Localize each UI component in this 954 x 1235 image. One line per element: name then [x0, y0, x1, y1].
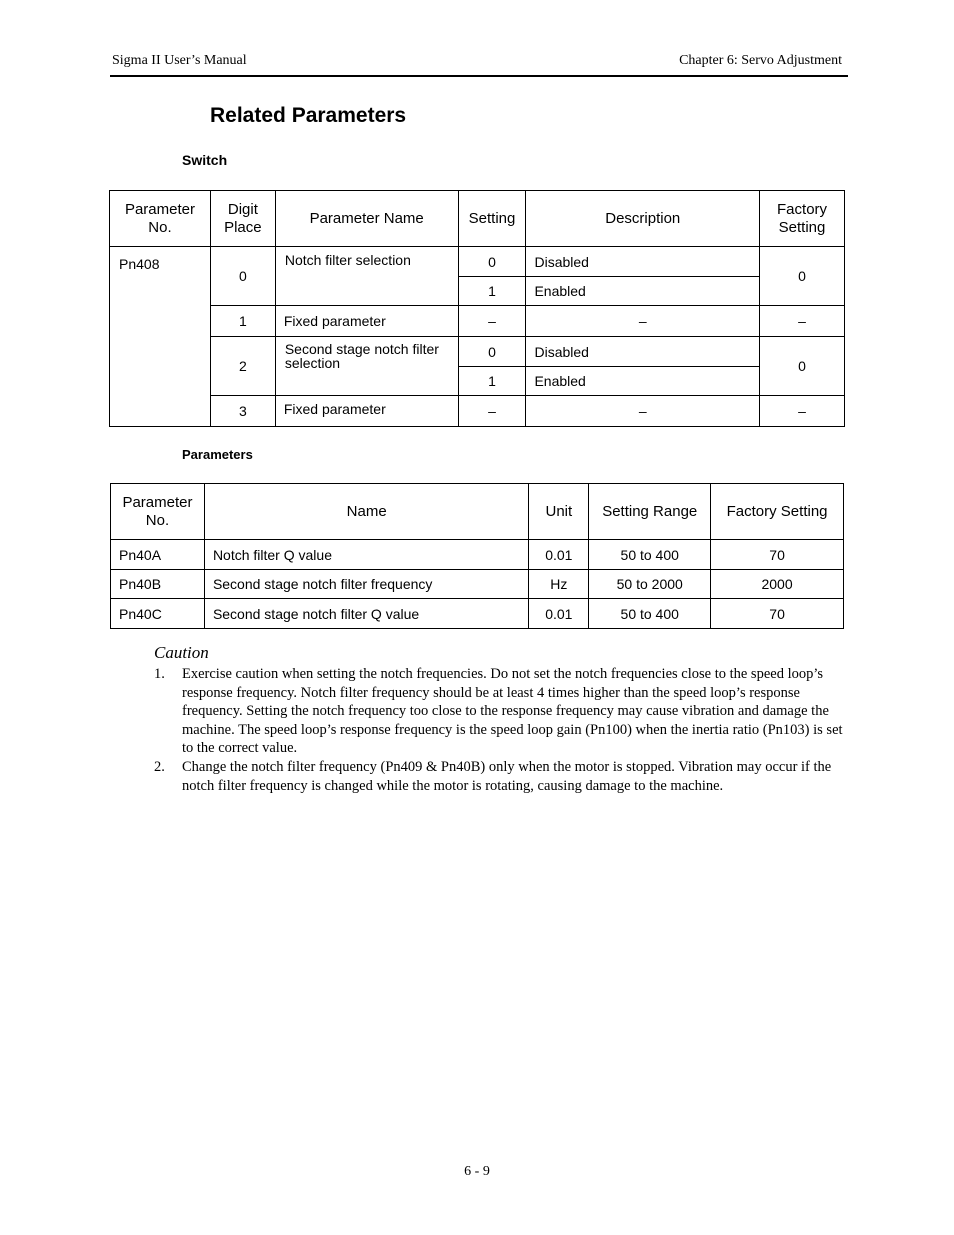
- unit-cell: Hz: [529, 570, 589, 599]
- list-item: [154, 758, 844, 795]
- digit-place-cell: 3: [210, 396, 275, 427]
- caution-list: [154, 665, 844, 795]
- table-row: [110, 337, 845, 367]
- list-item-number: 1.: [154, 666, 165, 682]
- parameter-name-cell: Notch filter selection: [275, 247, 458, 306]
- parameters-heading: Parameters: [182, 447, 253, 462]
- unit-cell: 0.01: [529, 540, 589, 570]
- factory-setting-cell: 0: [760, 247, 845, 306]
- list-item-text: Change the notch filter frequency (Pn409 & Pn40B) only when the motor is stopped. Vibration may occur if the notch filter frequency is changed while the motor is rotating, causing damage to the machine.: [182, 758, 832, 794]
- digit-place-cell: 1: [210, 306, 275, 337]
- setting-cell: 1: [458, 277, 526, 306]
- param-number-cell: Pn40A: [111, 540, 205, 570]
- parameters-table-header-row: [111, 484, 844, 540]
- col-header-description: Description: [526, 191, 760, 247]
- list-item: [154, 665, 844, 758]
- setting-cell: 1: [458, 367, 526, 396]
- description-cell: Enabled: [526, 277, 760, 306]
- description-cell: Enabled: [526, 367, 760, 396]
- switch-heading: Switch: [182, 152, 228, 168]
- description-cell: –: [526, 306, 760, 337]
- col-header-unit: Unit: [529, 484, 589, 540]
- param-name-cell: Notch filter Q value: [204, 540, 528, 570]
- table-row: [110, 396, 845, 427]
- page-number: 6 - 9: [464, 1164, 490, 1179]
- switch-table: [109, 190, 845, 427]
- description-cell: Disabled: [526, 337, 760, 367]
- setting-range-cell: 50 to 400: [589, 599, 711, 629]
- factory-setting-cell: 2000: [711, 570, 844, 599]
- col-header-parameter-no: Parameter No.: [111, 484, 205, 540]
- factory-setting-cell: –: [760, 396, 845, 427]
- table-row: [111, 540, 844, 570]
- setting-cell: 0: [458, 337, 526, 367]
- col-header-name: Name: [204, 484, 528, 540]
- table-row: [110, 306, 845, 337]
- setting-cell: –: [458, 396, 526, 427]
- col-header-parameter-name: Parameter Name: [275, 191, 458, 247]
- table-row: [110, 247, 845, 277]
- factory-setting-cell: 70: [711, 540, 844, 570]
- list-item-number: 2.: [154, 758, 165, 775]
- caution-title: Caution: [154, 643, 209, 662]
- header-manual-title: Sigma II User’s Manual: [112, 53, 247, 68]
- col-header-factory-setting: Factory Setting: [760, 191, 845, 247]
- col-header-parameter-no: Parameter No.: [110, 191, 211, 247]
- parameter-name-cell: Fixed parameter: [275, 396, 458, 427]
- factory-setting-cell: 70: [711, 599, 844, 629]
- section-title: Related Parameters: [210, 104, 407, 127]
- unit-cell: 0.01: [529, 599, 589, 629]
- setting-range-cell: 50 to 2000: [589, 570, 711, 599]
- digit-place-cell: 0: [210, 247, 275, 306]
- list-item-text: Exercise caution when setting the notch frequencies. Do not set the notch frequencies close to the speed loop’s response frequency. Notch filter frequency should be at least 4 times higher than the speed loop’s response frequency. Setting the notch frequency too close to the response frequency may cause vibration and damage the machine. The speed loop’s response frequency is the speed loop gain (Pn100) when the inertia ratio (Pn103) is set to the correct value.: [182, 666, 843, 757]
- parameter-name-cell: Second stage notch filter selection: [275, 337, 458, 396]
- param-number-cell: Pn40C: [111, 599, 205, 629]
- col-header-factory-setting: Factory Setting: [711, 484, 844, 540]
- param-number-cell: Pn40B: [111, 570, 205, 599]
- switch-table-header-row: [110, 191, 845, 247]
- factory-setting-cell: –: [760, 306, 845, 337]
- digit-place-cell: 2: [210, 337, 275, 396]
- parameter-name-cell: Fixed parameter: [275, 306, 458, 337]
- description-cell: Disabled: [526, 247, 760, 277]
- col-header-digit-place: Digit Place: [210, 191, 275, 247]
- col-header-setting: Setting: [458, 191, 526, 247]
- param-number-cell: Pn408: [110, 247, 211, 427]
- header-rule: [110, 75, 848, 77]
- setting-range-cell: 50 to 400: [589, 540, 711, 570]
- param-name-cell: Second stage notch filter frequency: [204, 570, 528, 599]
- setting-cell: –: [458, 306, 526, 337]
- header-chapter-title: Chapter 6: Servo Adjustment: [679, 53, 842, 68]
- description-cell: –: [526, 396, 760, 427]
- col-header-setting-range: Setting Range: [589, 484, 711, 540]
- param-name-cell: Second stage notch filter Q value: [204, 599, 528, 629]
- table-row: [111, 570, 844, 599]
- setting-cell: 0: [458, 247, 526, 277]
- table-row: [111, 599, 844, 629]
- factory-setting-cell: 0: [760, 337, 845, 396]
- parameters-table: [110, 483, 844, 629]
